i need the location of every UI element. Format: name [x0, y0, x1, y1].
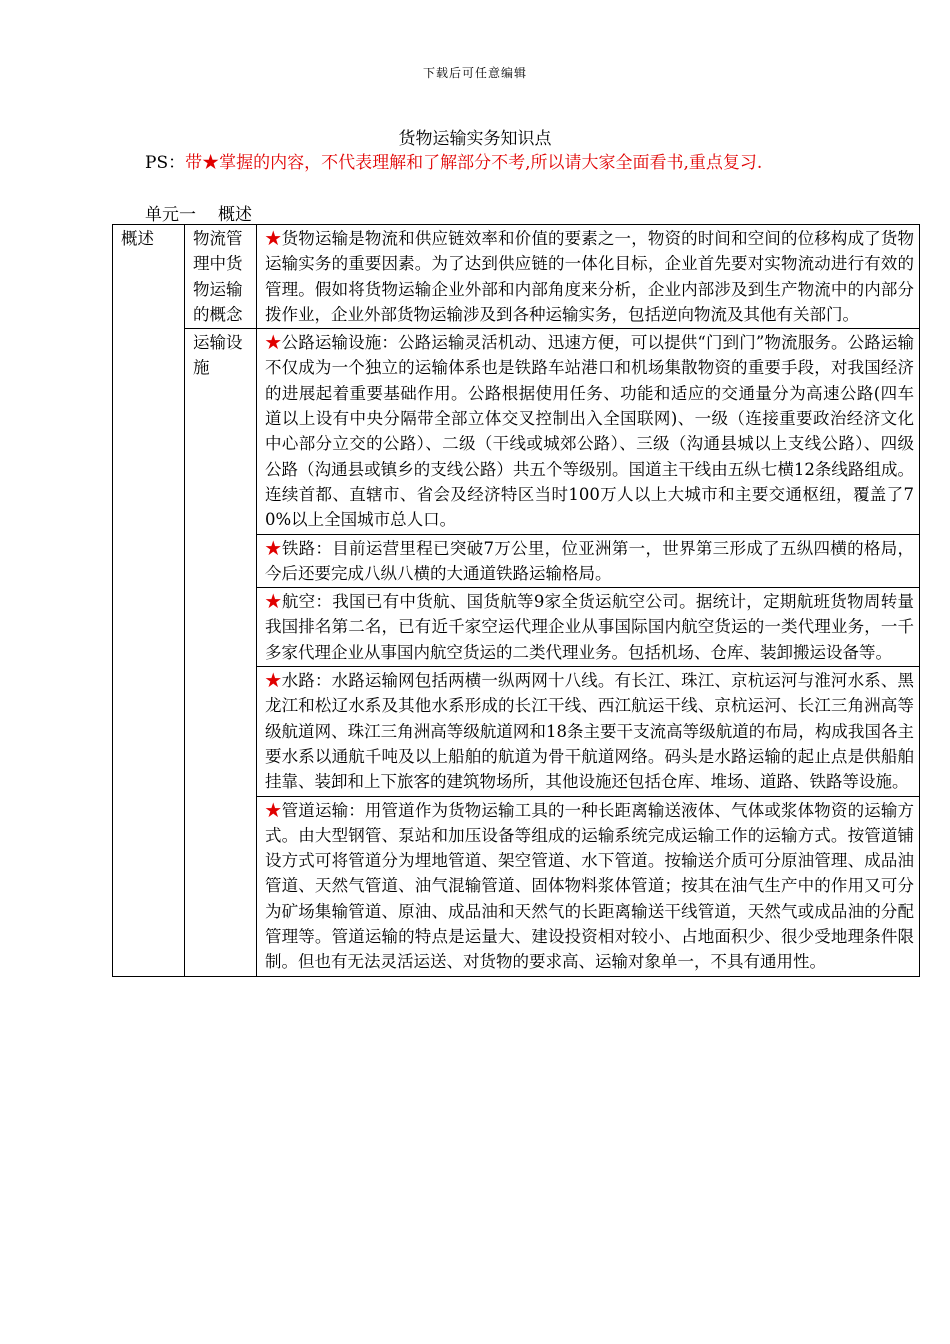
content-cell	[257, 225, 920, 329]
ps-label: PS：	[145, 153, 186, 173]
content-text: 公路运输设施：公路运输灵活机动、迅速方便，可以提供“门到门”物流服务。公路运输不仅成为一个独立的运输体系也是铁路车站港口和机场集散物资的重要手段，对我国经济的进展起着重要基础作用。公路根据使用任务、功能和适应的交通量分为高速公路(四车道以上设有中央分隔带全部立体交叉控制出入全国联网)、一级（连接重要政治经济文化中心部分立交的公路）、二级（干线或城郊公路）、三级（沟通县城以上支线公路）、四级公路（沟通县或镇乡的支线公路）共五个等级别。国道主干线由五纵七横12条线路组成。连续首都、直辖市、省会及经济特区当时100万人以上大城市和主要交通枢纽，覆盖了70%以上全国城市总人口。	[265, 333, 915, 530]
header-note: 下载后可任意编辑	[422, 66, 527, 80]
ps-note	[145, 150, 805, 176]
unit-number: 单元一	[145, 205, 196, 225]
content-text: 铁路：目前运营里程已突破7万公里，位亚洲第一，世界第三形成了五纵四横的格局，今后还要完成八纵八横的大通道铁路运输格局。	[265, 538, 915, 583]
section-label-cell: 物流管理中货物运输的概念	[185, 225, 257, 329]
page-title: 货物运输实务知识点	[398, 129, 552, 149]
category-cell: 概述	[113, 225, 185, 977]
star-icon: ★	[265, 800, 282, 820]
content-cell	[257, 667, 920, 796]
section-label-cell: 运输设施	[185, 329, 257, 976]
star-icon: ★	[265, 538, 282, 558]
table-row	[113, 225, 920, 329]
knowledge-table	[112, 224, 920, 977]
unit-name: 概述	[218, 205, 252, 225]
star-icon: ★	[265, 671, 282, 691]
content-cell	[257, 588, 920, 667]
content-text: 航空：我国已有中货航、国货航等9家全货运航空公司。据统计，定期航班货物周转量我国排名第二名，已有近千家空运代理企业从事国际国内航空货运的一类代理业务，一千多家代理企业从事国内航空货运的二类代理业务。包括机场、仓库、装卸搬运设备等。	[265, 592, 915, 662]
star-icon: ★	[265, 333, 282, 353]
table-row	[113, 329, 920, 534]
ps-text: 带★掌握的内容，不代表理解和了解部分不考,所以请大家全面看书,重点复习.	[185, 153, 763, 173]
star-icon: ★	[265, 229, 282, 248]
content-text: 货物运输是物流和供应链效率和价值的要素之一，物资的时间和空间的位移构成了货物运输实务的重要因素。为了达到供应链的一体化目标，企业首先要对实物流动进行有效的管理。假如将货物运输企业外部和内部角度来分析，企业内部涉及到生产物流中的内部分拨作业，企业外部货物运输涉及到各种运输实务，包括逆向物流及其他有关部门。	[265, 229, 915, 324]
star-icon: ★	[265, 592, 282, 612]
unit-heading	[145, 200, 252, 225]
content-cell	[257, 534, 920, 588]
content-text: 水路：水路运输网包括两横一纵两网十八线。有长江、珠江、京杭运河与淮河水系、黑龙江和松辽水系及其他水系形成的长江干线、西江航运干线、京杭运河、长江三角洲高等级航道网、珠江三角洲高等级航道网和18条主要干支流高等级航道的布局，构成我国各主要水系以通航千吨及以上船舶的航道为骨干航道网络。码头是水路运输的起止点是供船舶挂靠、装卸和上下旅客的建筑物场所，其他设施还包括仓库、堆场、道路、铁路等设施。	[265, 671, 915, 792]
content-cell	[257, 329, 920, 534]
content-cell	[257, 796, 920, 976]
content-text: 管道运输：用管道作为货物运输工具的一种长距离输送液体、气体或浆体物资的运输方式。由大型钢管、泵站和加压设备等组成的运输系统完成运输工作的运输方式。按管道铺设方式可将管道分为埋地管道、架空管道、水下管道。按输送介质可分原油管理、成品油管道、天然气管道、油气混输管道、固体物料浆体管道；按其在油气生产中的作用又可分为矿场集输管道、原油、成品油和天然气的长距离输送干线管道，天然气或成品油的分配管理等。管道运输的特点是运量大、建设投资相对较小、占地面积少、很少受地理条件限制。但也有无法灵活运送、对货物的要求高、运输对象单一，不具有通用性。	[265, 800, 915, 972]
